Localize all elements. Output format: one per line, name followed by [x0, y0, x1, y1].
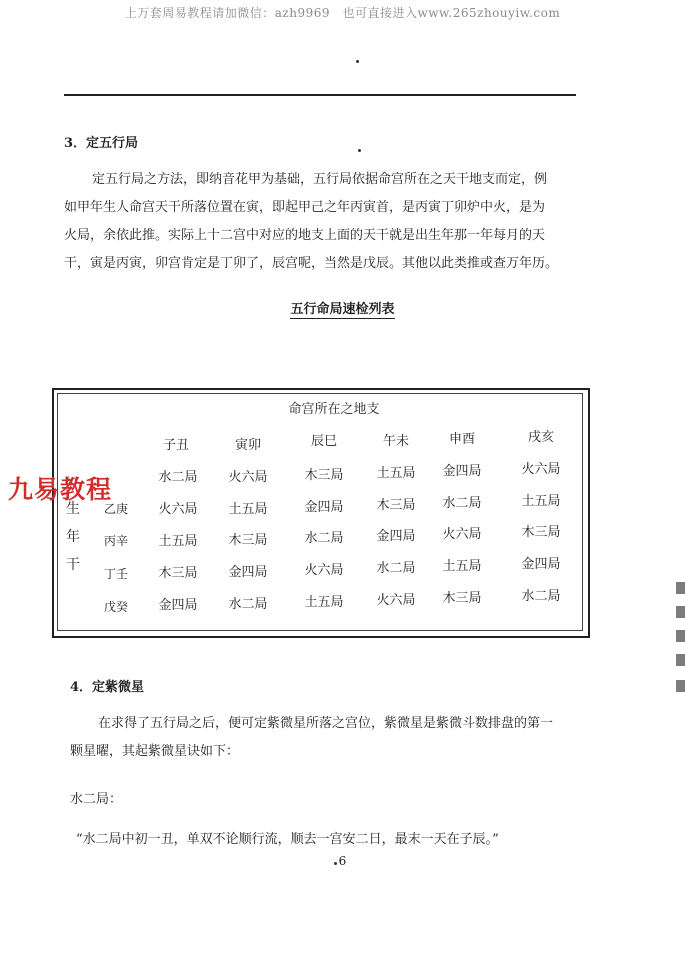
table-cell: 水二局: [521, 589, 561, 604]
page-number: 6: [338, 854, 347, 868]
vertical-label-char: 年: [66, 529, 80, 545]
table-cell: 水二局: [228, 597, 268, 612]
column-header: 子丑: [162, 438, 190, 453]
row-label: 丁壬: [104, 567, 129, 581]
row-label: 戊癸: [104, 600, 129, 614]
table-cell: 土五局: [304, 595, 344, 610]
table-cell: 土五局: [228, 502, 268, 517]
table-cell: 水二局: [442, 496, 482, 511]
table-cell: 火六局: [158, 502, 198, 517]
table-cell: 火六局: [304, 563, 344, 578]
table-title-text: 五行命局速检列表: [290, 302, 395, 317]
column-header: 戌亥: [527, 430, 555, 445]
margin-mark: [676, 582, 685, 594]
table-cell: 木三局: [158, 566, 198, 581]
table-cell: 金四局: [304, 500, 344, 515]
table-cell: 土五局: [158, 534, 198, 549]
column-header: 寅卯: [234, 438, 262, 453]
table-cell: 火六局: [521, 462, 561, 477]
margin-mark: [676, 630, 685, 642]
table-cell: 火六局: [228, 470, 268, 485]
table-cell: 木三局: [442, 591, 482, 606]
column-header: 申酉: [448, 432, 476, 447]
section-4-paragraph: [70, 710, 590, 766]
table-cell: 金四局: [376, 529, 416, 544]
section-3-paragraph: [64, 166, 584, 278]
table-header: 命宫所在之地支: [288, 402, 380, 417]
table-cell: 土五局: [521, 494, 561, 509]
table-cell: 火六局: [376, 593, 416, 608]
column-header: 午未: [382, 434, 410, 449]
table-cell: 水二局: [376, 561, 416, 576]
horizontal-rule: [64, 94, 576, 96]
table-cell: 水二局: [304, 531, 344, 546]
paragraph-line: 在求得了五行局之后，便可定紫微星所落之宫位，紫微星是紫微斗数排盘的第一: [98, 716, 554, 731]
paragraph-line: 定五行局之方法，即纳音花甲为基础，五行局依据命宫所在之天干地支而定，例: [92, 172, 548, 187]
table-cell: 土五局: [376, 466, 416, 481]
table-cell: 土五局: [442, 559, 482, 574]
margin-mark: [676, 654, 685, 666]
column-header: 辰巳: [310, 434, 338, 449]
vertical-label-char: 干: [66, 557, 80, 573]
margin-mark: [676, 680, 685, 692]
section-4-heading: 4．定紫微星: [70, 680, 145, 695]
paragraph-line: 干，寅是丙寅，卯宫肯定是丁卯了，辰宫呢，当然是戊辰。其他以此类推或查万年历。: [64, 256, 559, 271]
verse-quote: “水二局中初一丑，单双不论顺行流，顺去一宫安二日，最末一天在子辰。”: [76, 832, 499, 847]
table-cell: 木三局: [228, 533, 268, 548]
table-cell: 金四局: [228, 565, 268, 580]
table-cell: 木三局: [376, 498, 416, 513]
table-title: [0, 298, 685, 317]
watermark-logo: 九易教程: [8, 475, 113, 504]
table-cell: 水二局: [158, 470, 198, 485]
row-label: 丙辛: [104, 534, 129, 548]
vertical-label-char: 生: [66, 501, 80, 517]
table-cell: 火六局: [442, 527, 482, 542]
sub-heading: 水二局：: [70, 792, 123, 807]
table-cell: 金四局: [521, 557, 561, 572]
top-banner: 上万套周易教程请加微信：azh9969 也可直接进入www.265zhouyiw.com: [124, 6, 561, 20]
table-cell: 木三局: [521, 525, 561, 540]
paragraph-line: 火局，余依此推。实际上十二宫中对应的地支上面的天干就是出生年那一年每月的天: [64, 228, 546, 243]
paragraph-line: 颗星曜，其起紫微星诀如下：: [70, 744, 240, 759]
row-label: 乙庚: [104, 502, 129, 516]
paragraph-line: 如甲年生人命宫天干所落位置在寅，即起甲己之年丙寅首，是丙寅丁卯炉中火，是为: [64, 200, 546, 215]
section-3-heading: 3．定五行局: [64, 136, 139, 151]
margin-mark: [676, 606, 685, 618]
table-cell: 金四局: [442, 464, 482, 479]
table-cell: 木三局: [304, 468, 344, 483]
scan-speck: [356, 60, 359, 63]
scan-speck: [358, 149, 361, 152]
table-cell: 金四局: [158, 598, 198, 613]
